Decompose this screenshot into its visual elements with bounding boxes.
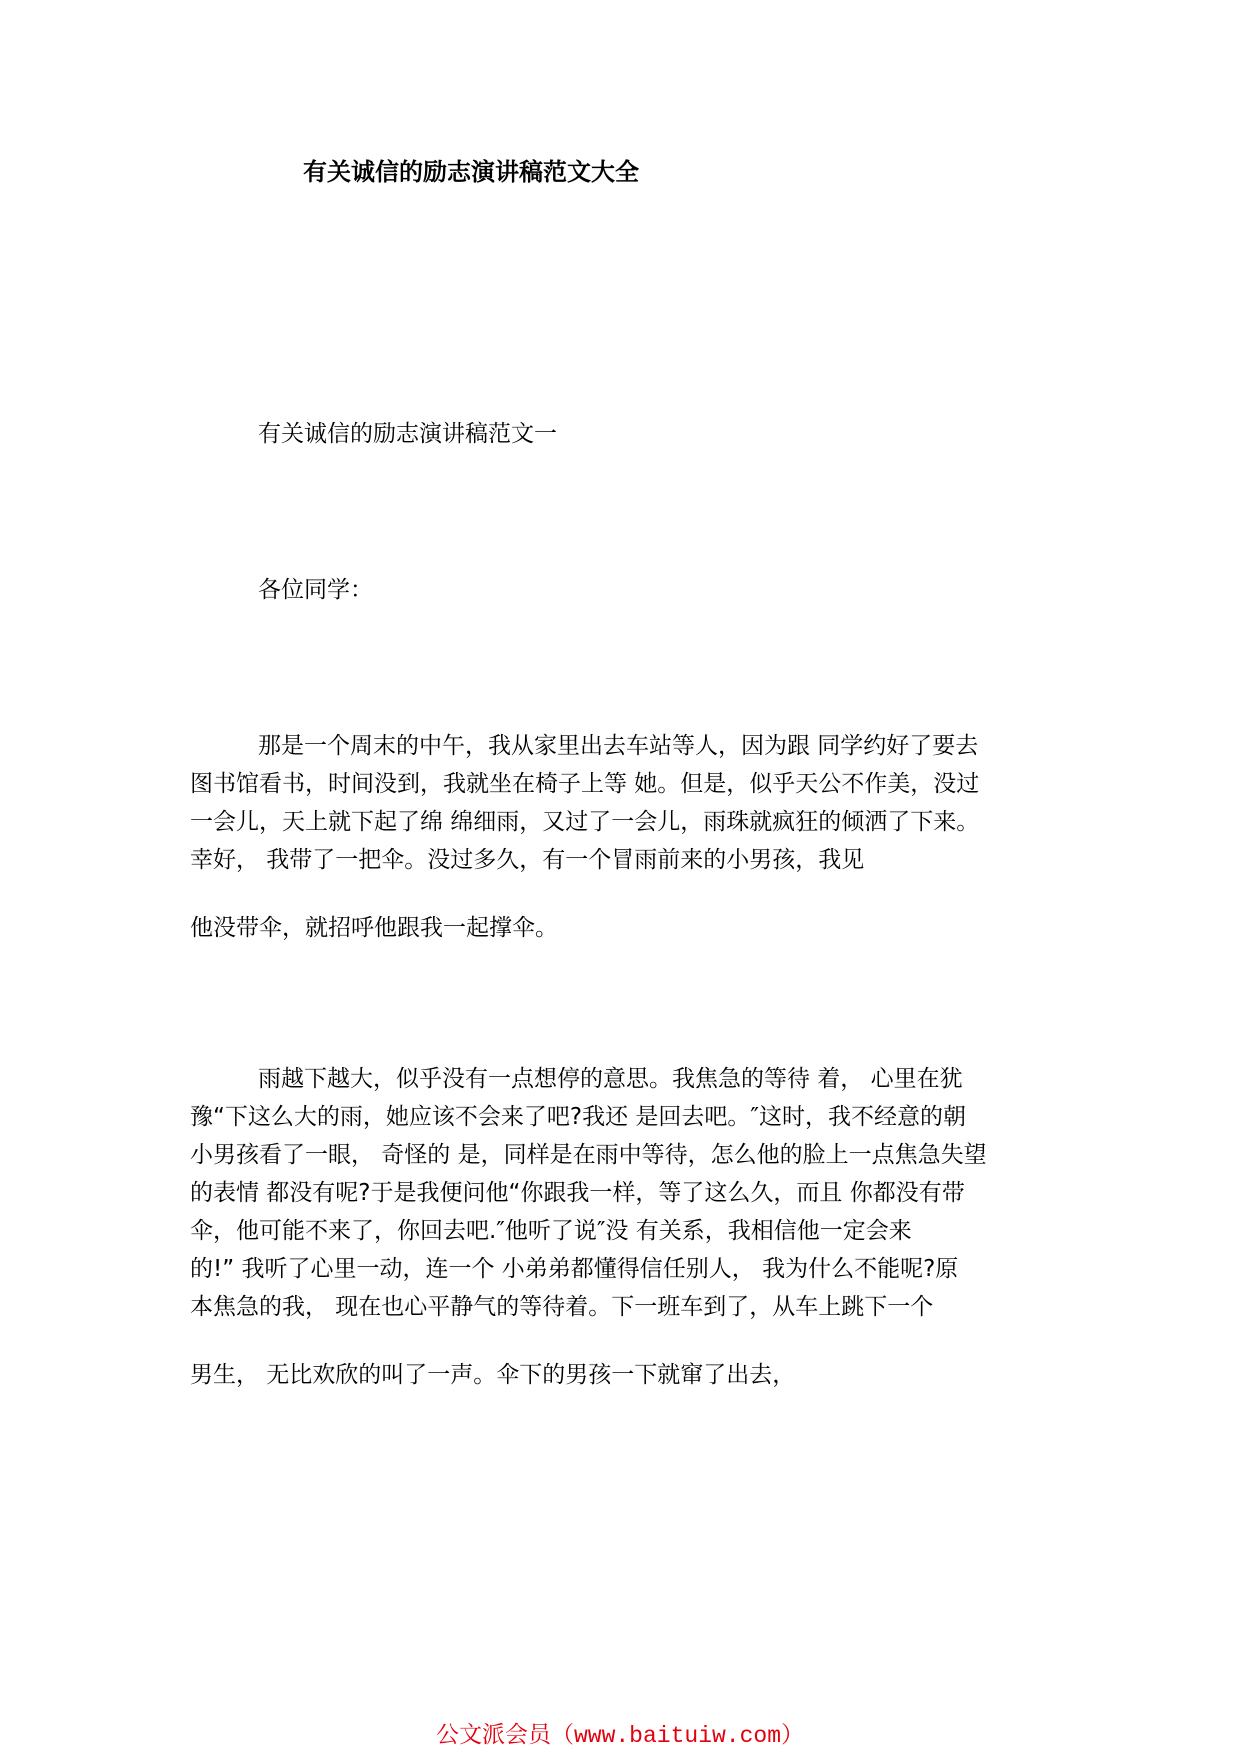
document-title: 有关诚信的励志演讲稿范文大全 [303, 158, 639, 186]
paragraph-1-line: 那是一个周末的中午，我从家里出去车站等人，因为跟 同学约好了要去 [258, 733, 979, 759]
footer-site-name: 公文派会员 [435, 1722, 551, 1748]
paragraph-2-line: 男生， 无比欢欣的叫了一声。伞下的男孩一下就窜了出去， [190, 1362, 796, 1388]
footer-watermark [0, 1716, 1240, 1749]
paragraph-2-line: 本焦急的我， 现在也心平静气的等待着。下一班车到了，从车上跳下一个 [190, 1294, 934, 1320]
paragraph-2-line: 小男孩看了一眼， 奇怪的 是，同样是在雨中等待，怎么他的脸上一点焦急失望 [190, 1142, 987, 1168]
paragraph-2-line: 豫“下这么大的雨，她应该不会来了吧?我还 是回去吧。″这时，我不经意的朝 [190, 1104, 967, 1130]
paragraph-2-line: 的表情 都没有呢?于是我便问他“你跟我一样，等了这么久，而且 你都没有带 [190, 1180, 965, 1206]
paragraph-2-line: 的!” 我听了心里一动，连一个 小弟弟都懂得信任别人， 我为什么不能呢?原 [190, 1256, 959, 1282]
paragraph-1-line: 图书馆看书，时间没到，我就坐在椅子上等 她。但是，似乎天公不作美，没过 [190, 771, 980, 797]
paragraph-1-line: 一会儿，天上就下起了绵 绵细雨，又过了一会儿，雨珠就疯狂的倾洒了下来。 [190, 809, 980, 835]
greeting-line: 各位同学： [258, 577, 373, 603]
section-subtitle: 有关诚信的励志演讲稿范文一 [258, 421, 557, 447]
footer-url[interactable]: （www.baituiw.com） [550, 1723, 805, 1749]
paragraph-1-line: 幸好， 我带了一把伞。没过多久，有一个冒雨前来的小男孩，我见 [190, 847, 865, 873]
paragraph-2-line: 雨越下越大，似乎没有一点想停的意思。我焦急的等待 着， 心里在犹 [258, 1066, 963, 1092]
paragraph-1-line: 他没带伞，就招呼他跟我一起撑伞。 [190, 915, 558, 941]
paragraph-2-line: 伞，他可能不来了，你回去吧.″他听了说″没 有关系，我相信他一定会来 [190, 1218, 912, 1244]
